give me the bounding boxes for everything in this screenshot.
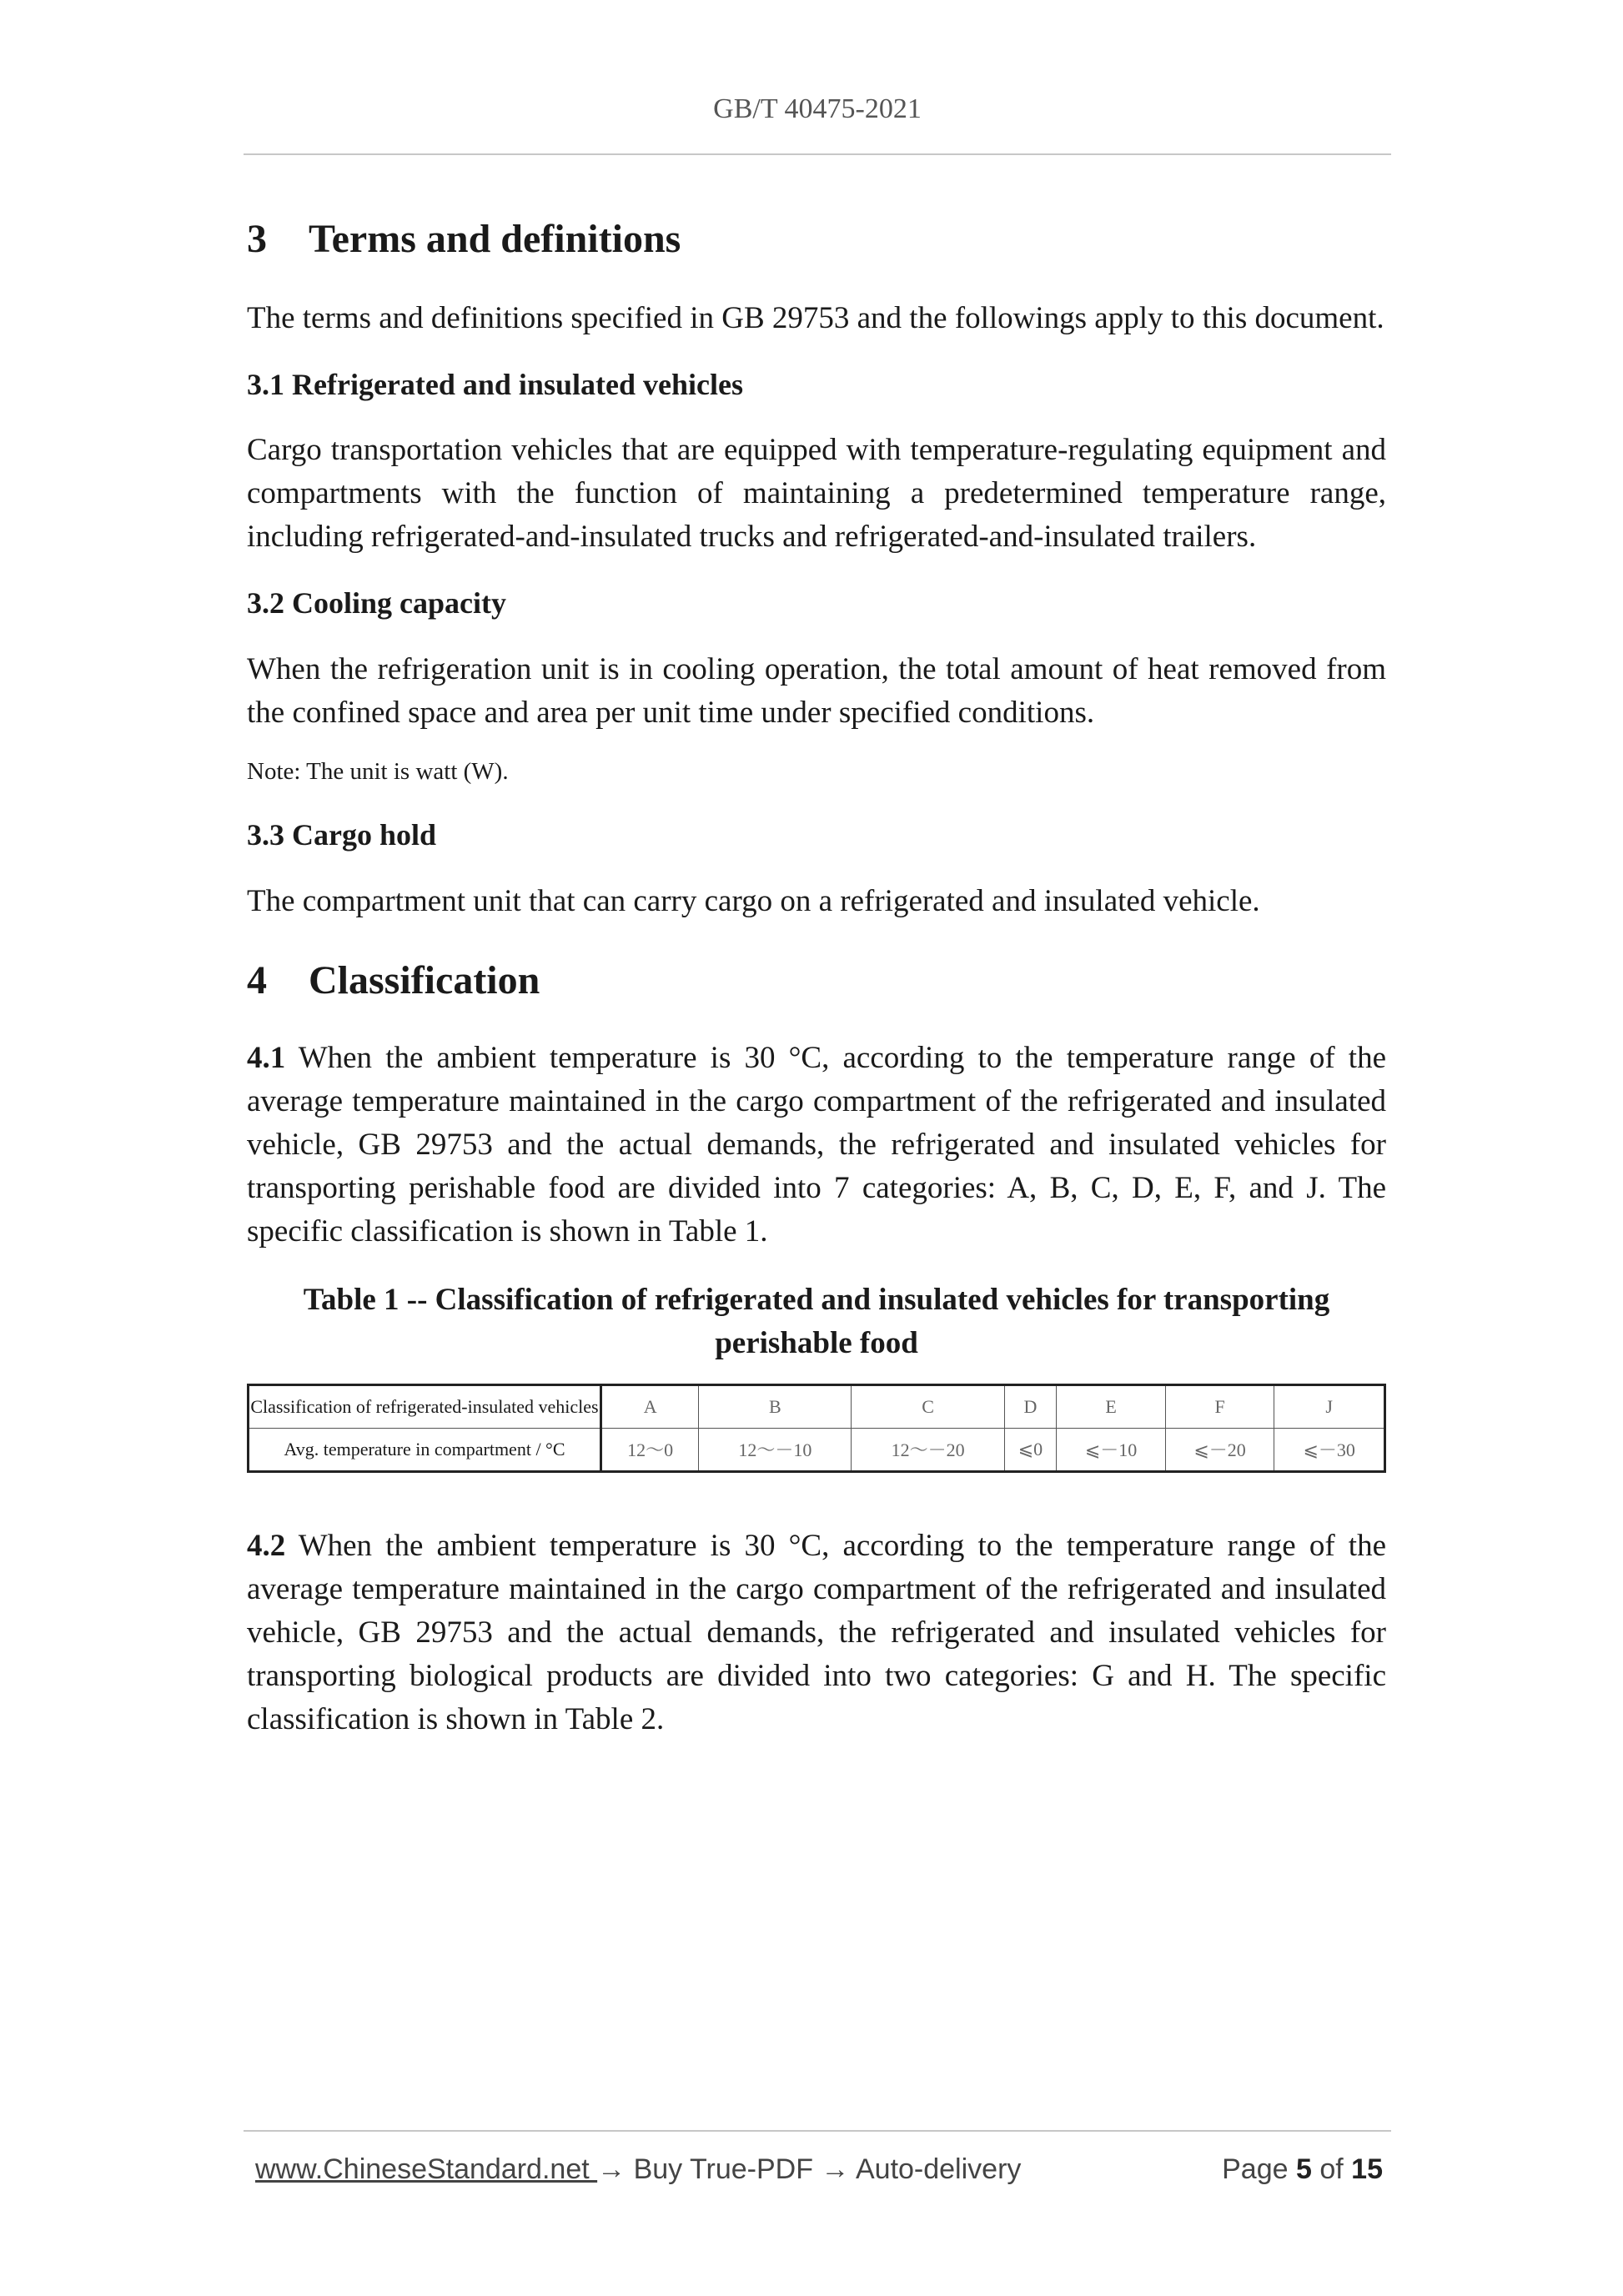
table-cell-class: J	[1274, 1384, 1385, 1428]
table-cell-class: C	[852, 1384, 1004, 1428]
buy-pdf-text: Buy True-PDF	[626, 2153, 822, 2185]
table-1-temperature-header: Avg. temperature in compartment / °C	[249, 1428, 601, 1471]
section-3-heading	[247, 215, 1386, 264]
total-pages: 15	[1351, 2153, 1383, 2185]
section-3-number: 3	[247, 217, 267, 261]
page-label: Page	[1222, 2153, 1289, 2185]
term-3-2-definition: When the refrigeration unit is in cooling operation, the total amount of heat removed from the confined space and area per unit time under specified conditions.	[247, 652, 1386, 731]
section-3-intro: The terms and definitions specified in GB 29753 and the followings apply to this document.	[247, 300, 1384, 335]
arrow-right-icon: →	[821, 2153, 850, 2185]
table-cell-temperature: 12～－20	[852, 1428, 1004, 1471]
current-page-number: 5	[1295, 2153, 1312, 2185]
term-3-2-note: Note: The unit is watt (W).	[247, 758, 509, 786]
table-cell-temperature: 12～－10	[699, 1428, 852, 1471]
clause-4-2-text: When the ambient temperature is 30 °C, according to the temperature range of the average temperature maintained in the cargo compartment of the refrigerated and insulated vehicle, GB 29753 and the actual demands, the refrigerated and insulated vehicles for transporting biological products are divided into two categories: G and H. The specific classification is shown in Table 2.	[247, 1528, 1386, 1736]
term-3-3-heading: 3.3 Cargo hold	[247, 818, 437, 852]
term-3-3-definition: The compartment unit that can carry cargo on a refrigerated and insulated vehicle.	[247, 883, 1260, 918]
table-row	[249, 1428, 1385, 1471]
arrow-right-icon: →	[597, 2153, 626, 2185]
table-cell-class: B	[699, 1384, 852, 1428]
header-divider	[244, 153, 1391, 155]
section-3-title: Terms and definitions	[309, 217, 681, 261]
term-3-1-definition: Cargo transportation vehicles that are equipped with temperature-regulating equipment and compartments with the function of maintaining a predetermined temperature range, including refrigerated-and-insulated trucks and refrigerated-and-insulated trailers.	[247, 433, 1386, 555]
document-number-header: GB/T 40475-2021	[713, 93, 922, 124]
clause-4-2-number: 4.2	[247, 1528, 286, 1563]
of-label: of	[1319, 2153, 1344, 2185]
term-3-2-heading: 3.2 Cooling capacity	[247, 586, 506, 620]
section-4-title: Classification	[309, 957, 540, 1002]
table-1	[247, 1384, 1386, 1473]
table-1-caption: Table 1 -- Classification of refrigerated and insulated vehicles for transporting perishable food	[303, 1282, 1330, 1360]
table-cell-class: E	[1057, 1384, 1166, 1428]
auto-delivery-text: Auto-delivery	[849, 2153, 1022, 2185]
table-cell-temperature: ⩽－10	[1057, 1428, 1166, 1471]
clause-4-2-paragraph	[247, 1525, 1386, 1741]
table-cell-class: F	[1165, 1384, 1274, 1428]
table-cell-temperature: ⩽－30	[1274, 1428, 1385, 1471]
table-1-class-header: Classification of refrigerated-insulated vehicles	[249, 1384, 601, 1428]
term-3-1-heading: 3.1 Refrigerated and insulated vehicles	[247, 367, 743, 401]
table-cell-temperature: ⩽－20	[1165, 1428, 1274, 1471]
website-link[interactable]: www.ChineseStandard.net	[255, 2153, 598, 2185]
table-cell-temperature: ⩽0	[1004, 1428, 1057, 1471]
page-content	[247, 215, 1386, 1741]
footer-divider	[244, 2130, 1391, 2132]
table-row	[249, 1384, 1385, 1428]
clause-4-1-text: When the ambient temperature is 30 °C, according to the temperature range of the average temperature maintained in the cargo compartment of the refrigerated and insulated vehicle, GB 29753 and the actual demands, the refrigerated and insulated vehicles for transporting perishable food are divided into 7 categories: A, B, C, D, E, F, and J. The specific classification is shown in Table 1.	[247, 1040, 1386, 1248]
clause-4-1-number: 4.1	[247, 1040, 286, 1075]
page-indicator	[1222, 2153, 1383, 2186]
clause-4-1-paragraph	[247, 1037, 1386, 1254]
table-cell-class: D	[1004, 1384, 1057, 1428]
section-4-number: 4	[247, 957, 267, 1002]
table-cell-class: A	[601, 1384, 699, 1428]
footer-promo	[255, 2153, 1021, 2186]
table-cell-temperature: 12～0	[601, 1428, 699, 1471]
section-4-heading	[247, 957, 1386, 1005]
